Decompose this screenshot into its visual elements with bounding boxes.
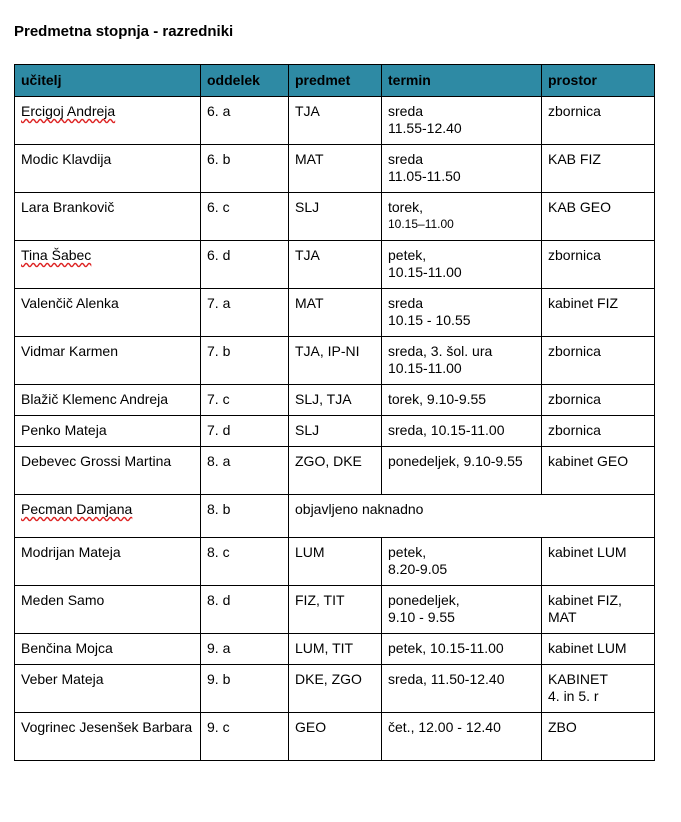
table-row <box>15 385 655 416</box>
cell-prostor <box>542 193 655 241</box>
termin-line: ponedeljek, 9.10-9.55 <box>388 453 523 469</box>
prostor-line: KAB GEO <box>548 199 612 215</box>
table-row <box>15 289 655 337</box>
cell-ucitelj: Vogrinec Jesenšek Barbara <box>15 713 201 761</box>
prostor-line: kabinet LUM <box>548 544 627 560</box>
cell-ucitelj: Modrijan Mateja <box>15 538 201 586</box>
cell-oddelek: 6. b <box>201 145 289 193</box>
termin-line: sreda <box>388 295 424 311</box>
table-body <box>15 97 655 761</box>
prostor-line: MAT <box>548 609 577 625</box>
table-row <box>15 241 655 289</box>
cell-ucitelj: Debevec Grossi Martina <box>15 447 201 495</box>
cell-predmet: TJA <box>289 97 382 145</box>
termin-line: torek, <box>388 199 424 215</box>
cell-ucitelj <box>15 97 201 145</box>
spellcheck-word: Tina Šabec <box>21 247 92 263</box>
cell-oddelek: 6. c <box>201 193 289 241</box>
table-header-row <box>15 65 655 97</box>
cell-termin <box>382 634 542 665</box>
cell-predmet: TJA, IP-NI <box>289 337 382 385</box>
cell-prostor <box>542 97 655 145</box>
termin-line: torek, 9.10-9.55 <box>388 391 487 407</box>
cell-predmet: LUM, TIT <box>289 634 382 665</box>
cell-oddelek: 8. a <box>201 447 289 495</box>
cell-termin <box>382 385 542 416</box>
table-row <box>15 538 655 586</box>
cell-prostor <box>542 586 655 634</box>
termin-line: ponedeljek, <box>388 592 460 608</box>
prostor-line: zbornica <box>548 391 601 407</box>
header-predmet: predmet <box>289 65 382 97</box>
cell-prostor <box>542 634 655 665</box>
cell-note: objavljeno naknadno <box>289 495 655 538</box>
cell-ucitelj <box>15 241 201 289</box>
spellcheck-word: Pecman Damjana <box>21 501 133 517</box>
cell-oddelek: 9. b <box>201 665 289 713</box>
cell-oddelek: 8. b <box>201 495 289 538</box>
table-row <box>15 193 655 241</box>
cell-prostor <box>542 337 655 385</box>
cell-ucitelj: Valenčič Alenka <box>15 289 201 337</box>
cell-ucitelj: Lara Brankovič <box>15 193 201 241</box>
termin-line: 10.15-11.00 <box>388 360 462 376</box>
cell-predmet: SLJ, TJA <box>289 385 382 416</box>
homeroom-teachers-table <box>14 64 655 761</box>
prostor-line: KABINET <box>548 671 608 687</box>
termin-line: 11.05-11.50 <box>388 168 461 184</box>
cell-predmet: DKE, ZGO <box>289 665 382 713</box>
header-oddelek: oddelek <box>201 65 289 97</box>
cell-ucitelj <box>15 495 201 538</box>
cell-oddelek: 8. c <box>201 538 289 586</box>
termin-line: 9.10 - 9.55 <box>388 609 455 625</box>
cell-oddelek: 9. a <box>201 634 289 665</box>
prostor-line: kabinet GEO <box>548 453 629 469</box>
table-row <box>15 337 655 385</box>
cell-oddelek: 7. c <box>201 385 289 416</box>
cell-prostor <box>542 385 655 416</box>
cell-oddelek: 6. d <box>201 241 289 289</box>
cell-termin <box>382 241 542 289</box>
cell-termin <box>382 447 542 495</box>
prostor-line: KAB FIZ <box>548 151 601 167</box>
document-title: Predmetna stopnja - razredniki <box>14 23 234 40</box>
termin-line: sreda, 10.15-11.00 <box>388 422 505 438</box>
cell-termin <box>382 416 542 447</box>
table-row <box>15 495 655 538</box>
prostor-line: kabinet LUM <box>548 640 627 656</box>
cell-termin <box>382 665 542 713</box>
cell-predmet: ZGO, DKE <box>289 447 382 495</box>
termin-line: petek, <box>388 247 427 263</box>
termin-line: sreda, 11.50-12.40 <box>388 671 505 687</box>
cell-termin <box>382 538 542 586</box>
table-row <box>15 447 655 495</box>
cell-ucitelj: Meden Samo <box>15 586 201 634</box>
table-row <box>15 97 655 145</box>
cell-termin <box>382 193 542 241</box>
termin-line: petek, 10.15-11.00 <box>388 640 504 656</box>
cell-predmet: SLJ <box>289 193 382 241</box>
prostor-line: zbornica <box>548 343 601 359</box>
cell-ucitelj: Blažič Klemenc Andreja <box>15 385 201 416</box>
cell-oddelek: 8. d <box>201 586 289 634</box>
cell-termin <box>382 145 542 193</box>
cell-prostor <box>542 447 655 495</box>
cell-ucitelj: Penko Mateja <box>15 416 201 447</box>
termin-line: sreda, 3. šol. ura <box>388 343 493 359</box>
cell-prostor <box>542 289 655 337</box>
termin-line: 10.15 - 10.55 <box>388 312 471 328</box>
cell-prostor <box>542 416 655 447</box>
cell-prostor <box>542 538 655 586</box>
cell-ucitelj: Benčina Mojca <box>15 634 201 665</box>
termin-line: 8.20-9.05 <box>388 561 448 577</box>
cell-oddelek: 7. a <box>201 289 289 337</box>
prostor-line: 4. in 5. r <box>548 688 599 704</box>
cell-ucitelj: Veber Mateja <box>15 665 201 713</box>
spellcheck-word: Ercigoj Andreja <box>21 103 116 119</box>
cell-prostor <box>542 145 655 193</box>
cell-predmet: MAT <box>289 145 382 193</box>
table-row <box>15 145 655 193</box>
table-row <box>15 586 655 634</box>
prostor-line: zbornica <box>548 247 601 263</box>
cell-oddelek: 7. b <box>201 337 289 385</box>
cell-termin <box>382 97 542 145</box>
cell-prostor <box>542 241 655 289</box>
termin-line: sreda <box>388 151 424 167</box>
termin-line: petek, <box>388 544 427 560</box>
cell-predmet: SLJ <box>289 416 382 447</box>
header-prostor: prostor <box>542 65 655 97</box>
cell-oddelek: 9. c <box>201 713 289 761</box>
cell-termin <box>382 289 542 337</box>
cell-predmet: TJA <box>289 241 382 289</box>
prostor-line: zbornica <box>548 422 601 438</box>
prostor-line: kabinet FIZ, <box>548 592 622 608</box>
cell-termin <box>382 337 542 385</box>
header-termin: termin <box>382 65 542 97</box>
termin-line: sreda <box>388 103 424 119</box>
table-row <box>15 416 655 447</box>
cell-termin <box>382 713 542 761</box>
cell-predmet: FIZ, TIT <box>289 586 382 634</box>
header-ucitelj: učitelj <box>15 65 201 97</box>
cell-termin <box>382 586 542 634</box>
table-row <box>15 713 655 761</box>
cell-prostor <box>542 713 655 761</box>
cell-oddelek: 7. d <box>201 416 289 447</box>
termin-line: 10.15-11.00 <box>388 264 462 280</box>
prostor-line: zbornica <box>548 103 601 119</box>
cell-predmet: GEO <box>289 713 382 761</box>
prostor-line: kabinet FIZ <box>548 295 619 311</box>
termin-line: 11.55-12.40 <box>388 120 462 136</box>
cell-prostor <box>542 665 655 713</box>
cell-ucitelj: Modic Klavdija <box>15 145 201 193</box>
termin-line: 10.15–11.00 <box>388 217 454 231</box>
cell-ucitelj: Vidmar Karmen <box>15 337 201 385</box>
termin-line: čet., 12.00 - 12.40 <box>388 719 501 735</box>
table-row <box>15 665 655 713</box>
prostor-line: ZBO <box>548 719 577 735</box>
cell-predmet: LUM <box>289 538 382 586</box>
cell-oddelek: 6. a <box>201 97 289 145</box>
table-row <box>15 634 655 665</box>
cell-predmet: MAT <box>289 289 382 337</box>
